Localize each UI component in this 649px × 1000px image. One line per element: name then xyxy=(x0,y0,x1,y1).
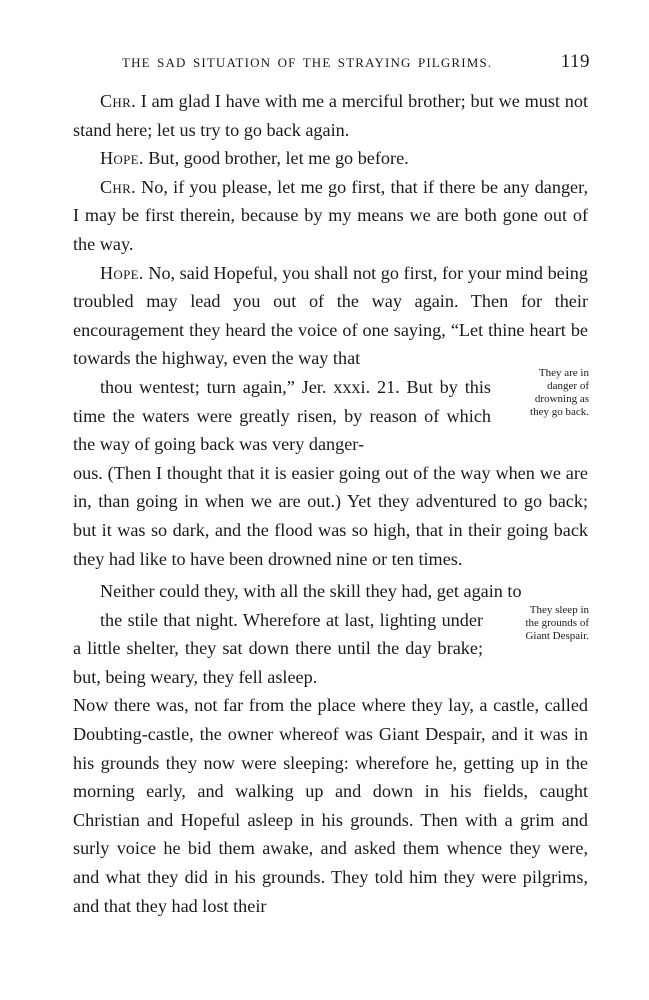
speaker-label: Chr. xyxy=(100,91,136,111)
body-text xyxy=(73,87,588,920)
page-number: 119 xyxy=(560,51,590,72)
paragraph-text: Now there was, not far from the place where they lay, a castle, called Doubting-castle, the owner whereof was Giant Despair, and it was in his grounds they now were sleeping: wherefore he, getting up in the morning early, and walking up and down in his fields, caught Christian and Hopeful asleep in his grounds. Then with a grim and surly voice he bid them awake, and asked them whence they were, and what they did in his grounds. They told him they were pilgrims, and that they had lost their xyxy=(73,695,588,916)
paragraph-text: No, if you please, let me go first, that if there be any danger, I may be first therein, because by my means we are both gone out of the way. xyxy=(73,176,588,254)
paragraph-text: But, good brother, let me go before. xyxy=(143,148,409,169)
margin-note-line: drowning as xyxy=(534,393,589,405)
speaker-label: Chr. xyxy=(100,176,136,197)
paragraph-text: Neither could they, with all the skill they had, get again to xyxy=(100,581,522,602)
paragraph-text-narrow: the stile that night. Wherefore at last, lighting under a little shelter, they sat down there until the day brake; but, being weary, they fell asleep. xyxy=(73,609,483,687)
paragraph-hopeful-before xyxy=(73,144,588,173)
paragraph-text: ous. (Then I thought that it is easier going out of the way when we are in, than going in when we are out.) Yet they adventured to go back; but it was so dark, and the flood was so high, that in their going back they had like to have been drowned nine or ten times. xyxy=(73,462,588,569)
speaker-label: Hope. xyxy=(100,148,144,169)
paragraph-text: No, said Hopeful, you shall not go first, for your mind being troubled may lead you out of the way again. Then for their encouragement they heard the voice of one saying, “Let thine heart be towards the highway, even the way that xyxy=(73,262,588,369)
running-title: THE SAD SITUATION OF THE STRAYING PILGRIMS. xyxy=(122,55,493,70)
margin-note-sleep xyxy=(494,604,589,643)
paragraph-christian-first xyxy=(73,173,588,259)
margin-note-line: Giant Despair. xyxy=(525,630,589,642)
paragraph-christian-glad xyxy=(73,87,588,144)
running-head xyxy=(122,51,590,73)
margin-note-drowning xyxy=(497,367,589,419)
margin-note-line: the grounds of xyxy=(525,617,589,629)
paragraph-text: I am glad I have with me a merciful brother; but we must not stand here; let us try to go back again. xyxy=(73,91,588,140)
margin-note-line: They sleep in xyxy=(529,604,589,616)
margin-note-line: danger of xyxy=(547,380,589,392)
margin-note-line: They are in xyxy=(538,367,589,379)
speaker-label: Hope. xyxy=(100,262,144,283)
paragraph-text-narrow: thou wentest; turn again,” Jer. xxxi. 21. But by this time the waters were greatly risen, by reason of which the way of going back was very danger- xyxy=(73,376,491,455)
margin-note-line: they go back. xyxy=(530,406,589,418)
